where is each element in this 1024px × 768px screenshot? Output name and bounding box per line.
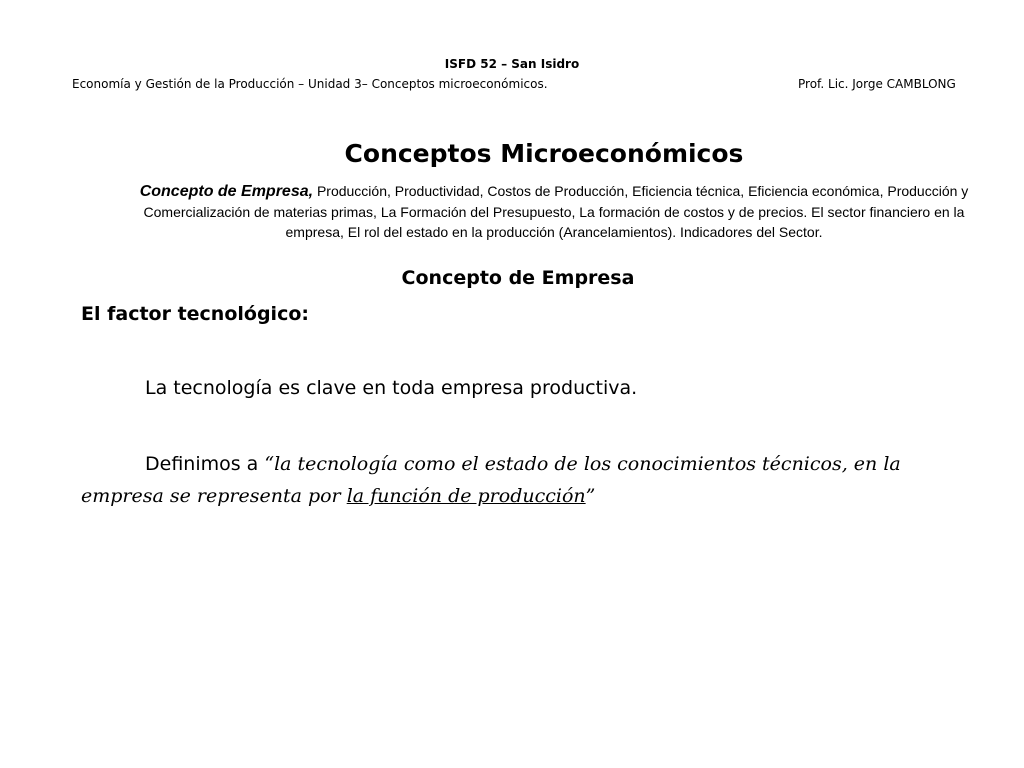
page-title: Conceptos Microeconómicos: [344, 139, 744, 168]
definition-quote-underlined: la función de producción: [346, 485, 586, 507]
definition-quote-open: “la tecnología como el estado de los conocimientos técnicos, en la empresa se representa por: [81, 453, 901, 507]
header-course: Economía y Gestión de la Producción – Unidad 3– Conceptos microeconómicos.: [72, 77, 548, 91]
factor-heading: El factor tecnológico:: [81, 303, 309, 325]
topics-list: [118, 181, 990, 242]
definition-intro: Definimos a: [145, 453, 265, 475]
definition-quote-close: ”: [585, 485, 596, 507]
section-title: Concepto de Empresa: [401, 267, 635, 289]
paragraph-technology-key: La tecnología es clave en toda empresa productiva.: [145, 377, 638, 399]
topics-rest: Producción, Productividad, Costos de Producción, Eficiencia técnica, Eficiencia económica, Producción y Comercialización de materias primas, La Formación del Presupuesto, La formación de costos y de precios. El sector financiero en la empresa, El rol del estado en la producción (Arancelamientos). Indicadores del Sector.: [143, 183, 969, 240]
topics-lead: Concepto de Empresa,: [139, 183, 314, 200]
header-professor: Prof. Lic. Jorge CAMBLONG: [798, 77, 956, 91]
header-institution: ISFD 52 – San Isidro: [444, 57, 580, 71]
paragraph-definition: [81, 448, 981, 512]
